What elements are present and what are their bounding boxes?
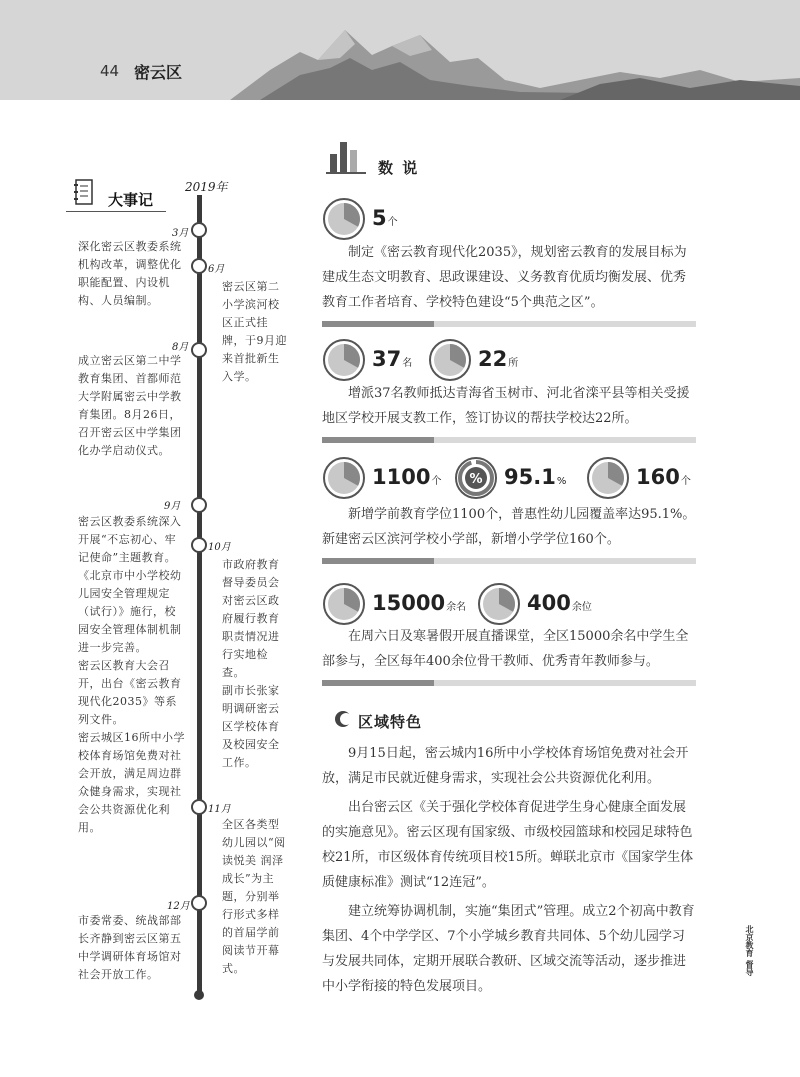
timeline-node-9 [191, 497, 207, 513]
stat-number: 400 [527, 591, 571, 615]
pie-gauge-icon [586, 456, 630, 500]
feature-paragraph: 建立统筹协调机制，实施“集团式”管理。成立2个初高中教育集团、4个中学学区、7个小学城乡教育共同体、5个幼儿园学习与发展共同体，定期开展联合教研、区域交流等活动，逐步推进中小学衔接的特色发展项目。 [322, 904, 695, 994]
stat-unit: 余位 [571, 602, 592, 613]
timeline-event-group [222, 556, 288, 772]
timeline-node-12 [191, 895, 207, 911]
divider-bar [322, 321, 696, 327]
feature-paragraph: 出台密云区《关于强化学校体育促进学生身心健康全面发展的实施意见》。密云区现有国家级、市级校园篮球和校园足球特色校21所，市区级体育传统项目校15所。蝉联北京市《国家学生体质健康标准》测试“12连冠”。 [322, 800, 694, 890]
stat-unit: 个 [431, 476, 442, 487]
side-label: 北京教育 督导 [745, 925, 754, 976]
stat-unit: 个 [680, 476, 691, 487]
stat-value [372, 347, 412, 371]
pie-gauge-icon [322, 582, 366, 626]
stat-number: 95.1 [504, 465, 556, 489]
pie-gauge-icon [322, 338, 366, 382]
timeline-event: 密云区教委系统深入开展“不忘初心、牢记使命”主题教育。 [78, 515, 182, 564]
crescent-icon [334, 710, 352, 732]
timeline-event: 密云城区16所中小学校体育场馆免费对社会开放，满足周边群众健身需求，实现社会公共资源优化利用。 [78, 731, 185, 834]
page-header [0, 0, 800, 100]
stat-value [478, 347, 518, 371]
month-label: 3月 [172, 228, 189, 239]
stat-value [504, 465, 566, 489]
timeline-end-dot [194, 990, 204, 1000]
mountain-banner [0, 0, 800, 100]
timeline-event: 深化密云区教委系统机构改革，调整优化职能配置、内设机构、人员编制。 [78, 240, 182, 307]
pie-gauge-icon [322, 197, 366, 241]
timeline-node-3 [191, 222, 207, 238]
month-label: 6月 [208, 264, 225, 275]
stat-number: 1100 [372, 465, 431, 489]
stat-number: 5 [372, 206, 387, 230]
timeline-node-11 [191, 799, 207, 815]
stat-value [527, 591, 592, 615]
divider-bar [322, 558, 696, 564]
feature-paragraph: 9月15日起，密云城内16所中小学校体育场馆免费对社会开放，满足市民就近健身需求，实现社会公共资源优化利用。 [322, 746, 689, 786]
stat-value [636, 465, 691, 489]
timeline-event: 《北京市中小学校幼儿园安全管理规定（试行）》施行，校园安全管理体制机制进一步完善。 [78, 569, 182, 654]
timeline-event: 密云区第二小学滨河校区正式挂牌，于9月迎来首批新生入学。 [222, 280, 287, 383]
stat-unit: 个 [387, 217, 398, 228]
timeline-title: 大事记 [108, 191, 154, 209]
timeline-event: 密云区教育大会召开，出台《密云教育现代化2035》等系列文件。 [78, 659, 182, 726]
percent-badge: % [469, 472, 483, 487]
timeline-event: 副市长张家明调研密云区学校体育及校园安全工作。 [222, 684, 280, 769]
features-title: 区域特色 [358, 713, 423, 731]
stat-description: 制定《密云教育现代化2035》，规划密云教育的发展目标为建成生态文明教育、思政课建设、义务教育优质均衡发展、优秀教育工作者培育、学校特色建设“5个典范之区”。 [322, 245, 687, 310]
bar-chart-icon [326, 140, 366, 178]
stat-description: 新增学前教育学位1100个，普惠性幼儿园覆盖率达95.1%。新建密云区滨河学校小学部，新增小学学位160个。 [322, 507, 696, 547]
features-body [322, 741, 696, 999]
pie-gauge-icon [322, 456, 366, 500]
stat-unit: 名 [402, 358, 413, 369]
divider-bar [322, 680, 696, 686]
timeline-event: 市政府教育督导委员会对密云区政府履行教育职责情况进行实地检查。 [222, 558, 280, 679]
stat-description: 在周六日及寒暑假开展直播课堂，全区15000余名中学生全部参与，全区每年400余位骨干教师、优秀青年教师参与。 [322, 629, 689, 669]
district-name: 密云区 [134, 63, 183, 82]
pie-gauge-icon [477, 582, 521, 626]
month-label: 11月 [208, 804, 231, 815]
notebook-icon [72, 178, 96, 210]
stat-value [372, 465, 441, 489]
stat-description: 增派37名教师抵达青海省玉树市、河北省滦平县等相关受援地区学校开展支教工作，签订协议的帮扶学校达22所。 [322, 386, 690, 426]
timeline-event: 市委常委、统战部部长齐静到密云区第五中学调研体育场馆对社会开放工作。 [78, 914, 182, 981]
stat-value [372, 591, 466, 615]
divider-bar [322, 437, 696, 443]
stat-unit: 余名 [446, 602, 467, 613]
stat-unit: % [556, 476, 567, 487]
timeline-node-10 [191, 537, 207, 553]
stat-value [372, 206, 398, 230]
timeline-node-6 [191, 258, 207, 274]
timeline-event: 全区各类型幼儿园以“阅读悦美 润泽成长”为主题，分别举行形式多样的首届学前阅读节开幕式。 [222, 818, 286, 975]
month-label: 9月 [164, 501, 181, 512]
stat-number: 160 [636, 465, 680, 489]
percent-gauge-icon [454, 456, 498, 500]
pie-gauge-icon [428, 338, 472, 382]
month-label: 12月 [167, 901, 190, 912]
stat-number: 37 [372, 347, 402, 371]
month-label: 8月 [172, 342, 189, 353]
timeline-node-8 [191, 342, 207, 358]
timeline-event: 成立密云区第二中学教育集团、首都师范大学附属密云中学教育集团。8月26日，召开密云区中学集团化办学启动仪式。 [78, 354, 182, 457]
title-underline [66, 211, 166, 212]
timeline-year: 2019年 [185, 180, 228, 194]
stats-title: 数 说 [378, 159, 420, 177]
stat-unit: 所 [508, 358, 519, 369]
timeline-event-group [78, 513, 186, 837]
timeline-axis [197, 195, 202, 995]
stat-number: 15000 [372, 591, 446, 615]
page-number: 44 [100, 62, 120, 80]
stat-number: 22 [478, 347, 508, 371]
month-label: 10月 [208, 542, 231, 553]
